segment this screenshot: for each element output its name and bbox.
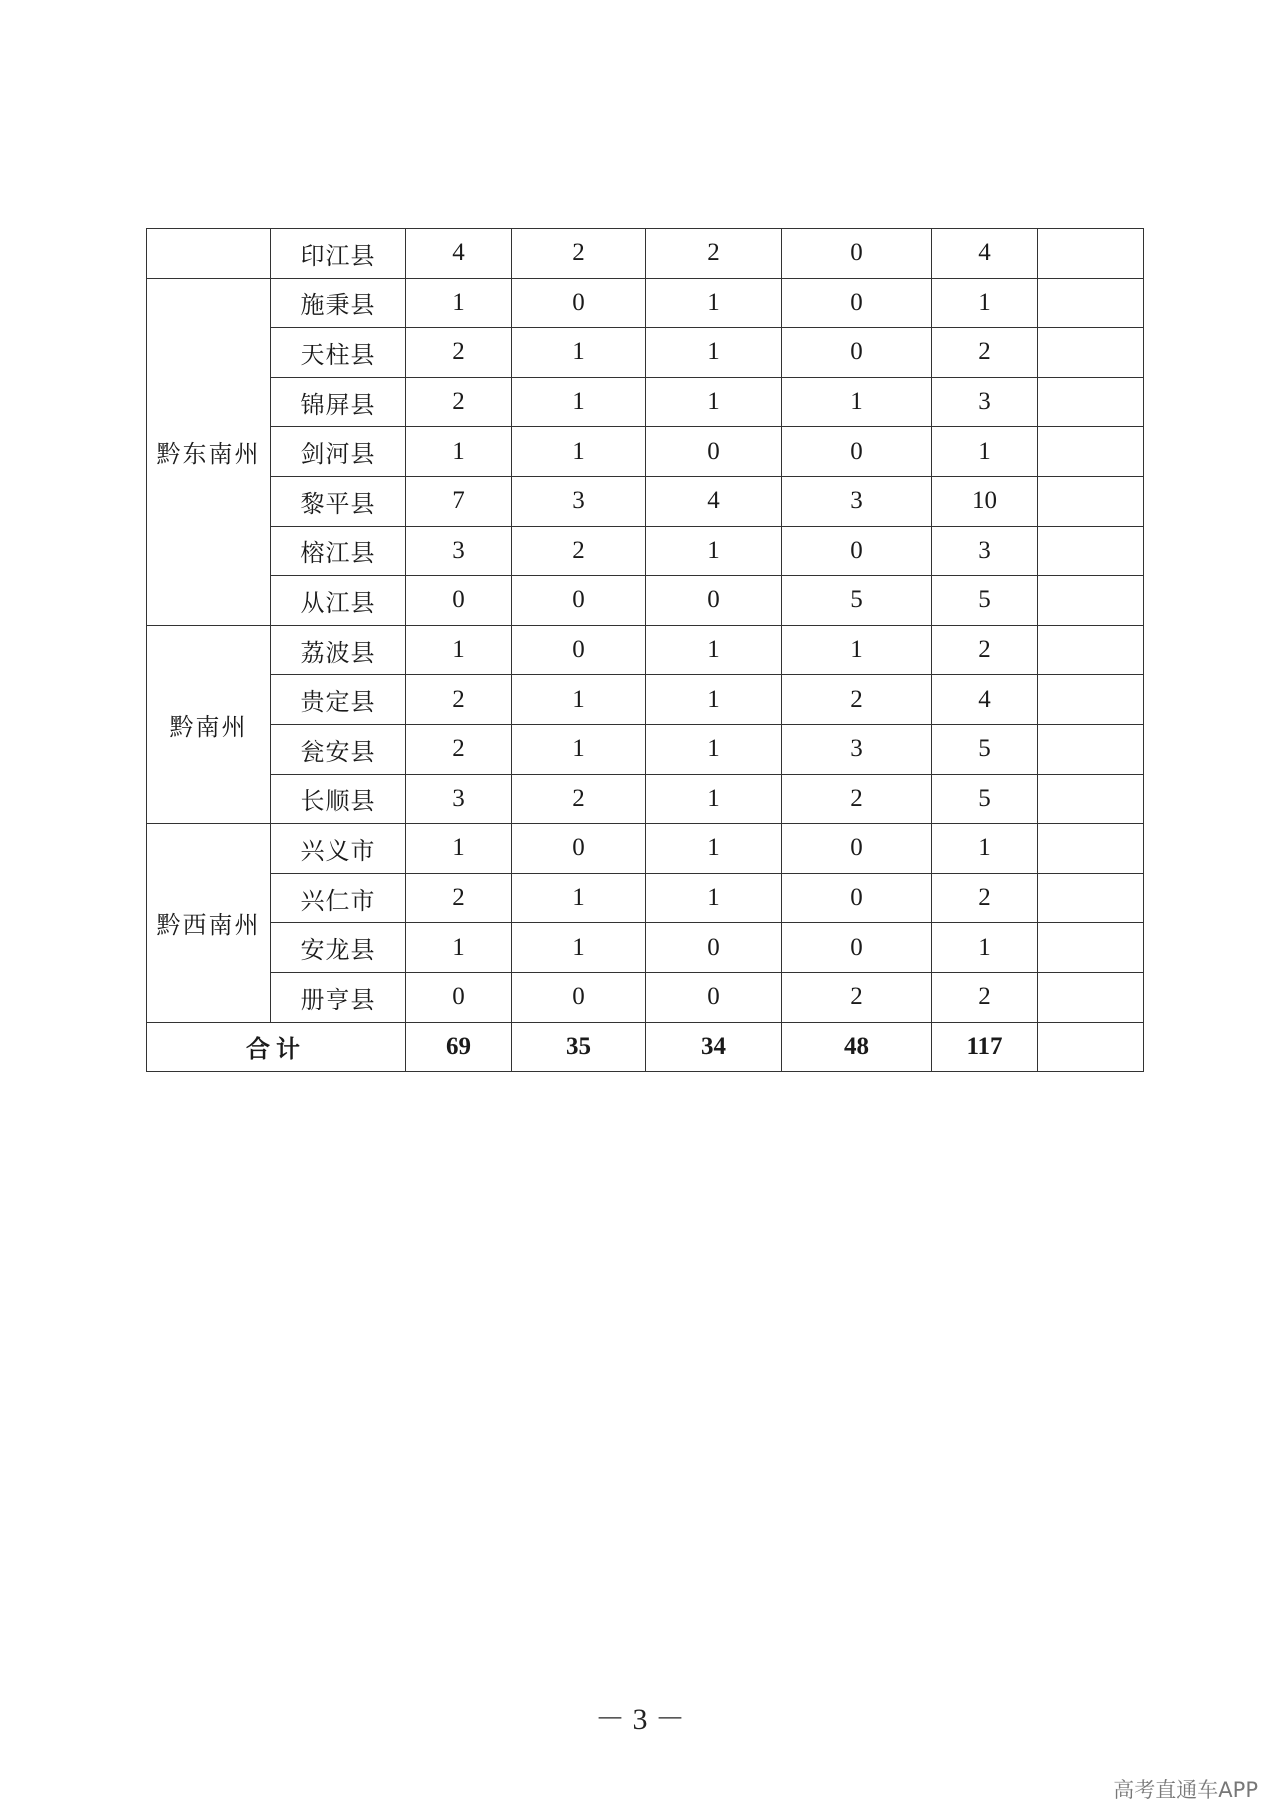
total-value-cell: 48 xyxy=(782,1022,932,1072)
value-cell: 0 xyxy=(512,278,646,328)
value-cell: 1 xyxy=(646,724,782,774)
total-label-cell: 合计 xyxy=(147,1022,406,1072)
value-cell: 2 xyxy=(782,972,932,1022)
table-row xyxy=(147,625,1144,675)
value-cell: 0 xyxy=(646,923,782,973)
value-cell: 1 xyxy=(646,526,782,576)
value-cell: 0 xyxy=(782,526,932,576)
table-row xyxy=(147,377,1144,427)
value-cell: 3 xyxy=(512,476,646,526)
table-row xyxy=(147,923,1144,973)
value-cell: 2 xyxy=(512,774,646,824)
total-value-cell: 34 xyxy=(646,1022,782,1072)
value-cell: 0 xyxy=(406,972,512,1022)
value-cell: 4 xyxy=(406,229,512,279)
value-cell: 1 xyxy=(932,427,1038,477)
value-cell: 1 xyxy=(406,625,512,675)
value-cell xyxy=(1038,972,1144,1022)
table-row xyxy=(147,824,1144,874)
value-cell: 3 xyxy=(406,526,512,576)
value-cell: 4 xyxy=(932,675,1038,725)
value-cell: 2 xyxy=(406,377,512,427)
county-cell: 安龙县 xyxy=(271,923,406,973)
value-cell: 0 xyxy=(782,824,932,874)
value-cell: 1 xyxy=(512,427,646,477)
table-row xyxy=(147,476,1144,526)
value-cell xyxy=(1038,724,1144,774)
value-cell: 1 xyxy=(512,675,646,725)
region-cell: 黔东南州 xyxy=(147,278,271,625)
value-cell xyxy=(1038,427,1144,477)
value-cell xyxy=(1038,675,1144,725)
table-row xyxy=(147,576,1144,626)
value-cell: 1 xyxy=(932,824,1038,874)
value-cell: 1 xyxy=(646,873,782,923)
table-body xyxy=(147,229,1144,1072)
value-cell xyxy=(1038,873,1144,923)
value-cell: 2 xyxy=(512,229,646,279)
value-cell: 1 xyxy=(512,724,646,774)
county-cell: 天柱县 xyxy=(271,328,406,378)
region-cell: 黔南州 xyxy=(147,625,271,823)
value-cell: 0 xyxy=(782,427,932,477)
value-cell: 2 xyxy=(512,526,646,576)
table-row xyxy=(147,724,1144,774)
value-cell xyxy=(1038,625,1144,675)
value-cell: 3 xyxy=(782,724,932,774)
value-cell xyxy=(1038,576,1144,626)
data-table-container xyxy=(146,228,1143,1072)
value-cell: 0 xyxy=(512,625,646,675)
total-value-cell xyxy=(1038,1022,1144,1072)
value-cell xyxy=(1038,824,1144,874)
value-cell: 1 xyxy=(646,824,782,874)
county-cell: 剑河县 xyxy=(271,427,406,477)
value-cell: 1 xyxy=(646,328,782,378)
county-cell: 瓮安县 xyxy=(271,724,406,774)
county-cell: 兴义市 xyxy=(271,824,406,874)
value-cell: 1 xyxy=(406,427,512,477)
value-cell: 1 xyxy=(512,328,646,378)
value-cell: 0 xyxy=(782,229,932,279)
table-row xyxy=(147,427,1144,477)
table-row xyxy=(147,774,1144,824)
value-cell: 2 xyxy=(932,873,1038,923)
value-cell: 1 xyxy=(512,873,646,923)
value-cell: 5 xyxy=(932,774,1038,824)
value-cell xyxy=(1038,278,1144,328)
county-cell: 长顺县 xyxy=(271,774,406,824)
value-cell: 1 xyxy=(406,824,512,874)
value-cell xyxy=(1038,923,1144,973)
value-cell: 2 xyxy=(646,229,782,279)
value-cell: 1 xyxy=(646,377,782,427)
value-cell xyxy=(1038,328,1144,378)
value-cell: 2 xyxy=(932,625,1038,675)
table-row xyxy=(147,328,1144,378)
county-cell: 黎平县 xyxy=(271,476,406,526)
table-row xyxy=(147,526,1144,576)
value-cell: 2 xyxy=(932,972,1038,1022)
value-cell: 2 xyxy=(406,675,512,725)
county-cell: 兴仁市 xyxy=(271,873,406,923)
value-cell: 5 xyxy=(932,576,1038,626)
value-cell xyxy=(1038,377,1144,427)
value-cell: 2 xyxy=(406,873,512,923)
total-value-cell: 35 xyxy=(512,1022,646,1072)
value-cell: 2 xyxy=(406,724,512,774)
value-cell: 2 xyxy=(782,675,932,725)
value-cell: 1 xyxy=(646,625,782,675)
value-cell: 4 xyxy=(646,476,782,526)
value-cell: 2 xyxy=(932,328,1038,378)
value-cell: 0 xyxy=(782,328,932,378)
county-cell: 印江县 xyxy=(271,229,406,279)
value-cell: 10 xyxy=(932,476,1038,526)
value-cell: 0 xyxy=(646,576,782,626)
value-cell: 2 xyxy=(406,328,512,378)
county-cell: 榕江县 xyxy=(271,526,406,576)
region-cell: 黔西南州 xyxy=(147,824,271,1022)
value-cell: 3 xyxy=(932,526,1038,576)
county-statistics-table xyxy=(146,228,1144,1072)
county-cell: 从江县 xyxy=(271,576,406,626)
county-cell: 册亨县 xyxy=(271,972,406,1022)
value-cell: 1 xyxy=(406,278,512,328)
value-cell xyxy=(1038,229,1144,279)
table-row xyxy=(147,278,1144,328)
table-row xyxy=(147,675,1144,725)
table-row xyxy=(147,873,1144,923)
value-cell: 1 xyxy=(782,377,932,427)
value-cell: 3 xyxy=(932,377,1038,427)
value-cell: 5 xyxy=(782,576,932,626)
county-cell: 施秉县 xyxy=(271,278,406,328)
value-cell: 0 xyxy=(782,873,932,923)
value-cell xyxy=(1038,774,1144,824)
total-value-cell: 117 xyxy=(932,1022,1038,1072)
value-cell: 0 xyxy=(646,427,782,477)
watermark: 高考直通车APP xyxy=(1113,1778,1258,1802)
county-cell: 锦屏县 xyxy=(271,377,406,427)
value-cell: 0 xyxy=(512,824,646,874)
total-row xyxy=(147,1022,1144,1072)
table-row xyxy=(147,229,1144,279)
value-cell: 4 xyxy=(932,229,1038,279)
value-cell: 1 xyxy=(782,625,932,675)
value-cell: 1 xyxy=(932,278,1038,328)
value-cell: 2 xyxy=(782,774,932,824)
value-cell: 0 xyxy=(782,923,932,973)
value-cell: 0 xyxy=(512,972,646,1022)
value-cell: 1 xyxy=(646,278,782,328)
value-cell xyxy=(1038,476,1144,526)
table-row xyxy=(147,972,1144,1022)
value-cell: 3 xyxy=(782,476,932,526)
value-cell: 0 xyxy=(512,576,646,626)
value-cell: 1 xyxy=(932,923,1038,973)
value-cell: 1 xyxy=(646,675,782,725)
value-cell: 0 xyxy=(646,972,782,1022)
value-cell: 1 xyxy=(512,377,646,427)
value-cell: 0 xyxy=(782,278,932,328)
county-cell: 荔波县 xyxy=(271,625,406,675)
value-cell: 1 xyxy=(406,923,512,973)
county-cell: 贵定县 xyxy=(271,675,406,725)
page-number: － 3 － xyxy=(595,1703,685,1736)
value-cell: 1 xyxy=(646,774,782,824)
region-cell xyxy=(147,229,271,279)
value-cell: 7 xyxy=(406,476,512,526)
value-cell: 1 xyxy=(512,923,646,973)
value-cell: 0 xyxy=(406,576,512,626)
value-cell xyxy=(1038,526,1144,576)
value-cell: 5 xyxy=(932,724,1038,774)
total-value-cell: 69 xyxy=(406,1022,512,1072)
value-cell: 3 xyxy=(406,774,512,824)
